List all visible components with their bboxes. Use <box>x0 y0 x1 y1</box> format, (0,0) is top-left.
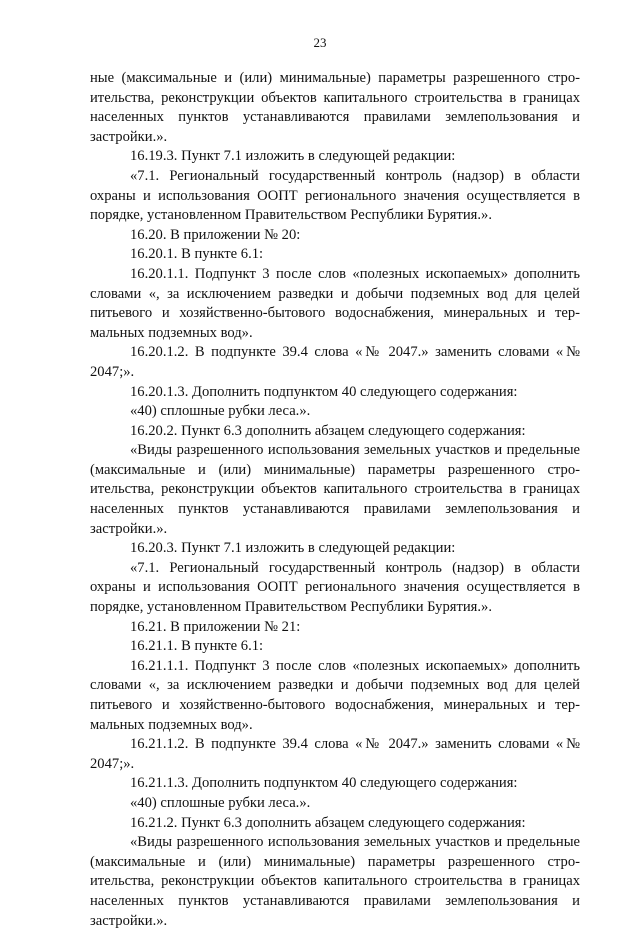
paragraph: «7.1. Региональный государственный контроль (надзор) в области охраны и использования ООПТ регионального значения осуществляется в порядке, установленном Правительством Республики Бурятия.». <box>90 167 580 224</box>
paragraph: «7.1. Региональный государственный контроль (надзор) в области охраны и использования ООПТ регионального значения осуществляется в порядке, установленном Правительством Республики Бурятия.». <box>90 559 580 616</box>
paragraph: «Виды разрешенного использования земельных участков и предельные (максимальные и (или) минимальные) параметры разрешенного строительства, реконструкции объектов капитального строительства в границах населенных пунктов устанавливаются правилами землепользования и застройки.». <box>90 442 580 537</box>
paragraph: «Виды разрешенного использования земельных участков и предельные (максимальные и (или) минимальные) параметры разрешенного строительства, реконструкции объектов капитального строительства в границах населенных пунктов устанавливаются правилами землепользования и застройки.». <box>90 834 580 929</box>
paragraph: 16.21.1.2. В подпункте 39.4 слова «№ 2047.» заменить словами «№ 2047;». <box>90 736 580 772</box>
paragraph: ные (максимальные и (или) минимальные) параметры разрешенного строительства, реконструкции объектов капитального строительства в границах населенных пунктов устанавливаются правилами землепользования и застройки.». <box>90 70 580 145</box>
paragraph: «40) сплошные рубки леса.». <box>130 794 311 811</box>
paragraph: 16.21.1.1. Подпункт 3 после слов «полезных ископаемых» дополнить словами «, за исключением разведки и добычи подземных вод для целей питьевого и хозяйственно-бытового водоснабжения, минеральных и термальных подземных вод». <box>90 657 580 733</box>
paragraph: «40) сплошные рубки леса.». <box>130 403 311 420</box>
paragraph: 16.21.1.3. Дополнить подпунктом 40 следующего содержания: <box>130 775 518 792</box>
paragraph: 16.19.3. Пункт 7.1 изложить в следующей редакции: <box>130 148 456 165</box>
paragraph: 16.20. В приложении № 20: <box>130 226 301 243</box>
paragraph: 16.20.3. Пункт 7.1 изложить в следующей редакции: <box>130 540 456 557</box>
document-body <box>90 69 580 931</box>
page-number: 23 <box>313 35 327 50</box>
paragraph: 16.20.2. Пункт 6.3 дополнить абзацем следующего содержания: <box>130 422 526 439</box>
paragraph: 16.21.1. В пункте 6.1: <box>130 638 264 655</box>
paragraph: 16.20.1.3. Дополнить подпунктом 40 следующего содержания: <box>130 383 518 400</box>
paragraph: 16.21. В приложении № 21: <box>130 618 301 635</box>
paragraph: 16.20.1. В пункте 6.1: <box>130 246 264 263</box>
paragraph: 16.20.1.1. Подпункт 3 после слов «полезных ископаемых» дополнить словами «, за исключением разведки и добычи подземных вод для целей питьевого и хозяйственно-бытового водоснабжения, минеральных и термальных подземных вод». <box>90 265 580 341</box>
paragraph: 16.20.1.2. В подпункте 39.4 слова «№ 2047.» заменить словами «№ 2047;». <box>90 344 580 380</box>
paragraph: 16.21.2. Пункт 6.3 дополнить абзацем следующего содержания: <box>130 814 526 831</box>
